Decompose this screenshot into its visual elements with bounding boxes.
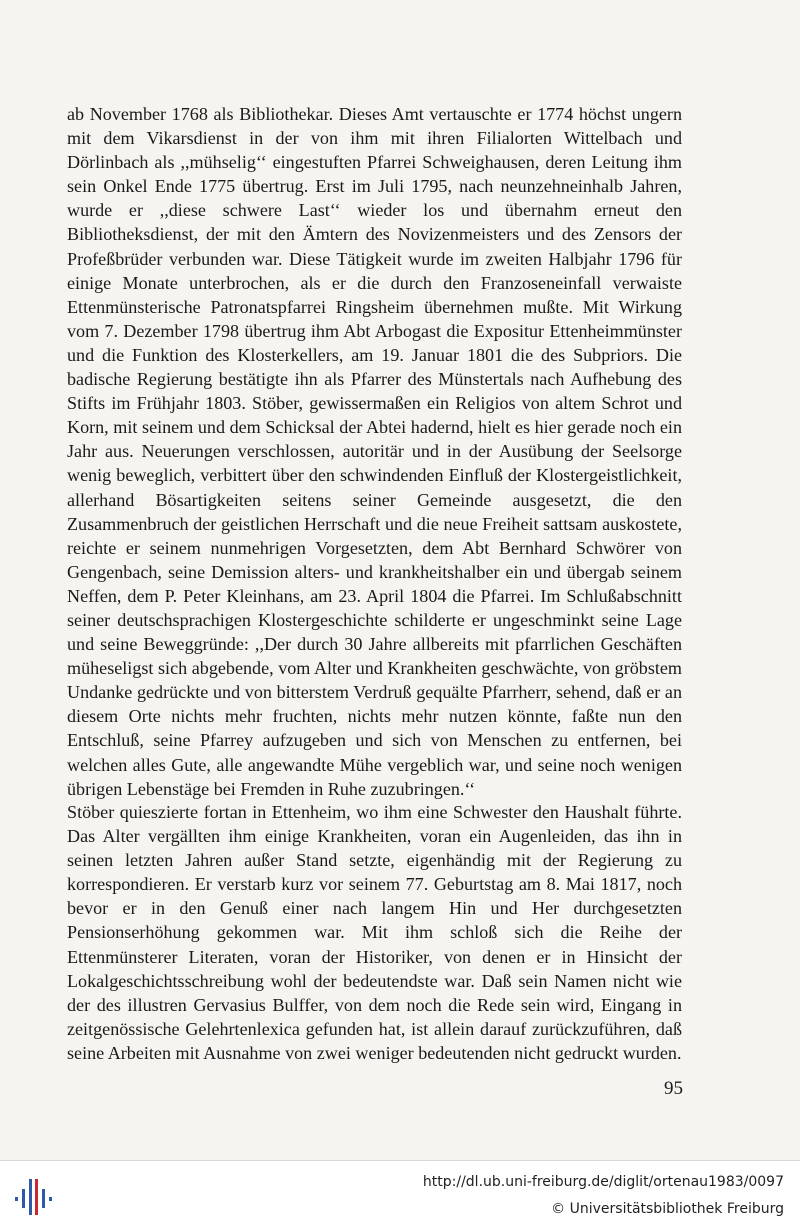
body-paragraph-2 [67,800,682,1065]
permalink-url[interactable]: http://dl.ub.uni-freiburg.de/diglit/ortenau1983/0097 [422,1174,784,1190]
paragraph-text-2: Stöber quieszierte fortan in Ettenheim, wo ihm eine Schwester den Haushalt führte. Das Alter vergällten ihm einige Krankheiten, voran ein Augenleiden, das ihn in seinen letzten Jahren außer Stand setzte, eigenhändig mit der Regierung zu korrespondieren. Er verstarb kurz vor seinem 77. Geburtstag am 8. Mai 1817, noch bevor er in den Genuß einer nach langem Hin und Her durchgesetzten Pensionserhöhung gekommen war. Mit ihm schloß sich die Reihe der Ettenmünsterer Literaten, voran der Historiker, von denen er in Hinsicht der Lokalgeschichtsschreibung wohl der bedeutendste war. Daß sein Namen nicht wie der des illustren Gervasius Bulffer, von dem noch die Rede sein wird, Eingang in zeitgenössische Gelehrtenlexica gefunden hat, ist allein darauf zurückzuführen, daß seine Arbeiten mit Ausnahme von zwei weniger bedeutenden nicht gedruckt wurden. [67,802,682,1063]
copyright-notice: © Universitätsbibliothek Freiburg [551,1201,784,1217]
ub-freiburg-logo-icon[interactable] [14,1175,54,1219]
page-number: 95 [664,1078,683,1099]
paragraph-text-1: ab November 1768 als Bibliothekar. Dieses Amt vertauschte er 1774 höchst ungern mit dem Vikarsdienst in der von ihm mit ihren Filialorten Wittelbach und Dörlinbach als ,,mühselig‘‘ eingestuften Pfarrei Schweighausen, deren Leitung ihm sein Onkel Ende 1775 übertrug. Erst im Juli 1795, nach neunzehneinhalb Jahren, wurde er ,,diese schwere Last‘‘ wieder los und übernahm erneut den Bibliotheksdienst, der mit den Ämtern des Novizenmeisters und des Zensors der Profeßbrüder verbunden war. Diese Tätigkeit wurde im zweiten Halbjahr 1796 für einige Monate unterbrochen, als er die durch den Franzoseneinfall verwaiste Ettenmünsterische Patronatspfarrei Ringsheim übernehmen mußte. Mit Wirkung vom 7. Dezember 1798 übertrug ihm Abt Arbogast die Expositur Ettenheimmünster und die Funktion des Klosterkellers, am 19. Januar 1801 die des Subpriors. Die badische Regierung bestätigte ihn als Pfarrer des Münstertals nach Aufhebung des Stifts im Frühjahr 1803. Stöber, gewissermaßen ein Religios von altem Schrot und Korn, mit seinem und dem Schicksal der Abtei hadernd, hielt es hier gerade noch ein Jahr aus. Neuerungen verschlossen, autoritär und in der Ausübung der Seelsorge wenig beweglich, verbittert über den schwindenden Einfluß der Klostergeistlichkeit, allerhand Bösartigkeiten seitens seiner Gemeinde ausgesetzt, die den Zusammenbruch der geistlichen Herrschaft und die neue Freiheit sattsam auskostete, reichte er seinem nunmehrigen Vorgesetzten, dem Abt Bernhard Schwörer von Gengenbach, seine Demission alters- und krankheitshalber ein und übergab seinem Neffen, dem P. Peter Kleinhans, am 23. April 1804 die Pfarrei. Im Schlußabschnitt seiner deutschsprachigen Klostergeschichte schilderte er ungeschminkt seine Lage und seine Beweggründe: ,,Der durch 30 Jahre allbereits mit pfarrlichen Geschäften müheseligst sich abgebende, vom Alter und Krankheiten geschwächte, von gröbstem Undanke gedrückte und von bitterstem Verdruß gequälte Pfarrherr, sehend, daß er an diesem Orte nichts mehr fruchten, nichts mehr nutzen könnte, faßte nun den Entschluß, seine Pfarrey aufzugeben und sich von Menschen zu entfernen, bei welchen alles Gute, alle angewandte Mühe vergeblich war, und seine noch wenigen übrigen Lebenstäge bei Fremden in Ruhe zuzubringen.‘‘ [67,104,682,799]
viewer-footer [0,1160,800,1227]
body-paragraph-1 [67,102,682,801]
